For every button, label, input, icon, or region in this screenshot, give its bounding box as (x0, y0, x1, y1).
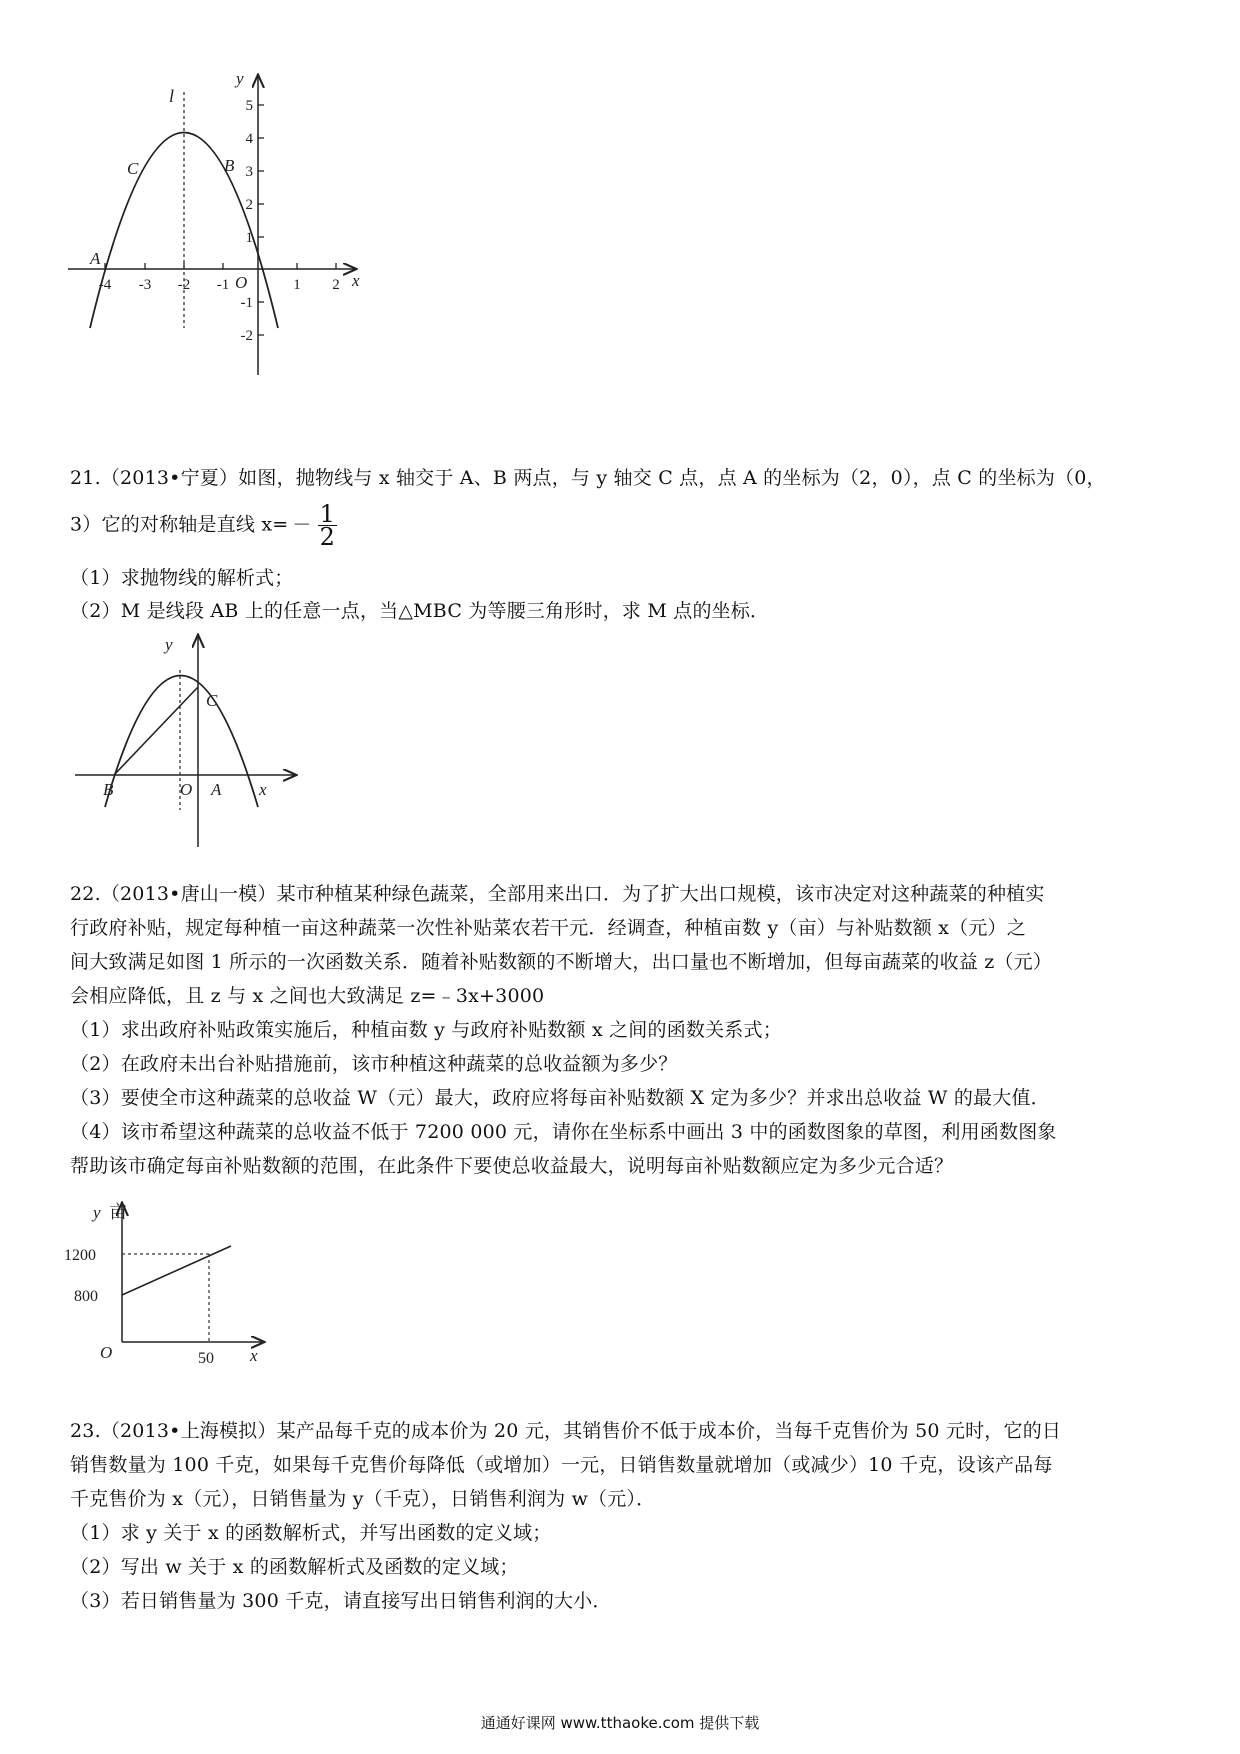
figure-1-parabola (60, 70, 420, 430)
x-tick-label: 2 (332, 277, 340, 293)
y-tick-label: -1 (240, 295, 253, 311)
q23-line-2: 销售数量为 100 千克，如果每千克售价每降低（或增加）一元，日销售数量就增加（或减少）10 千克，设该产品每 (70, 1454, 1053, 1476)
x-tick-label: 1 (293, 277, 301, 293)
point-a-label: A (90, 249, 101, 268)
y-tick-label: 800 (74, 1288, 98, 1305)
q21-sub-1: （1）求抛物线的解析式； (70, 567, 294, 589)
q22-sub-4b: 帮助该市确定每亩补贴数额的范围，在此条件下要使总收益最大，说明每亩补贴数额应定为多少元合适？ (70, 1155, 954, 1177)
x-axis-label: x (352, 271, 360, 290)
origin-label: O (100, 1343, 113, 1362)
q22-line-2: 行政府补贴，规定每种植一亩这种蔬菜一次性补贴菜农若干元．经调查，种植亩数 y（亩）与补贴数额 x（元）之 (70, 917, 1026, 939)
point-c-label: C (206, 691, 218, 710)
y-tick-label: 3 (245, 164, 253, 180)
y-tick-label: 4 (245, 131, 253, 147)
y-tick-label: -2 (240, 328, 253, 344)
point-b-label: B (224, 156, 235, 175)
fraction-denominator: 2 (319, 523, 336, 551)
point-b-label: B (103, 780, 114, 799)
figure-2-parabola (70, 632, 310, 852)
y-tick-label: 5 (245, 98, 253, 114)
q21-line-2-text: 3）它的对称轴是直线 x= (70, 513, 289, 536)
q22-line-3: 间大致满足如图 1 所示的一次函数关系．随着补贴数额的不断增大，出口量也不断增加，但每亩蔬菜的收益 z（元） (70, 951, 1053, 973)
linear-function-line (122, 1246, 231, 1295)
q22-line-4: 会相应降低，且 z 与 x 之间也大致满足 z=﹣3x+3000 (70, 985, 545, 1007)
x-axis-label: x (259, 780, 267, 799)
q23-line-3: 千克售价为 x（元），日销售量为 y（千克），日销售利润为 w（元）． (70, 1488, 656, 1510)
q22-sub-1: （1）求出政府补贴政策实施后，种植亩数 y 与政府补贴数额 x 之间的函数关系式； (70, 1019, 782, 1041)
q22-sub-2: （2）在政府未出台补贴措施前，该市种植这种蔬菜的总收益额为多少？ (70, 1053, 678, 1075)
q21-sub-2: （2）M 是线段 AB 上的任意一点，当△MBC 为等腰三角形时，求 M 点的坐标． (70, 600, 770, 622)
q21-minus-sign: － (292, 513, 312, 536)
y-axis-label: y (236, 70, 244, 88)
y-axis-label: y (93, 1203, 101, 1222)
point-c-label: C (127, 159, 139, 178)
origin-label: O (180, 780, 193, 799)
origin-label: O (235, 273, 248, 292)
y-tick-label: 1200 (64, 1247, 96, 1264)
x-tick-label: 50 (198, 1350, 214, 1367)
x-tick-label: -4 (98, 277, 112, 293)
q23-sub-3: （3）若日销售量为 300 千克，请直接写出日销售利润的大小． (70, 1590, 612, 1612)
q21-line-1: 21.（2013•宁夏）如图，抛物线与 x 轴交于 A、B 两点，与 y 轴交 C 点，点 A 的坐标为（2，0），点 C 的坐标为（0， (70, 467, 1106, 489)
q23-sub-2: （2）写出 w 关于 x 的函数解析式及函数的定义域； (70, 1556, 519, 1578)
x-axis-label: x (250, 1346, 258, 1365)
footer-credit: 通通好课网 www.tthaoke.com 提供下载 (480, 1714, 760, 1732)
q23-sub-1: （1）求 y 关于 x 的函数解析式，并写出函数的定义域； (70, 1522, 552, 1544)
y-axis-label: y (165, 635, 173, 654)
y-tick-label: 1 (245, 230, 253, 246)
x-tick-label: -1 (216, 277, 230, 293)
q23-line-1: 23.（2013•上海模拟）某产品每千克的成本价为 20 元，其销售价不低于成本价，当每千克售价为 50 元时，它的日 (70, 1420, 1062, 1442)
fraction-numerator: 1 (319, 500, 336, 528)
q22-line-1: 22.（2013•唐山一模）某市种植某种绿色蔬菜，全部用来出口．为了扩大出口规模，该市决定对这种蔬菜的种植实 (70, 883, 1045, 905)
y-unit-label: 亩 (109, 1202, 127, 1223)
x-tick-label: -2 (177, 277, 191, 293)
x-tick-label: -3 (138, 277, 152, 293)
figure-3-linear (60, 1190, 290, 1370)
y-tick-label: 2 (245, 197, 253, 213)
q21-line-2 (70, 500, 1180, 551)
q22-sub-3: （3）要使全市这种蔬菜的总收益 W（元）最大，政府应将每亩补贴数额 X 定为多少？并求出总收益 W 的最大值． (70, 1087, 1050, 1109)
segment-bc (114, 687, 198, 775)
axis-line-label: l (169, 86, 175, 106)
q21-fraction (318, 500, 337, 551)
point-a-label: A (211, 780, 222, 799)
q22-sub-4a: （4）该市希望这种蔬菜的总收益不低于 7200 000 元，请你在坐标系中画出 3 中的函数图象的草图，利用函数图象 (70, 1121, 1057, 1143)
